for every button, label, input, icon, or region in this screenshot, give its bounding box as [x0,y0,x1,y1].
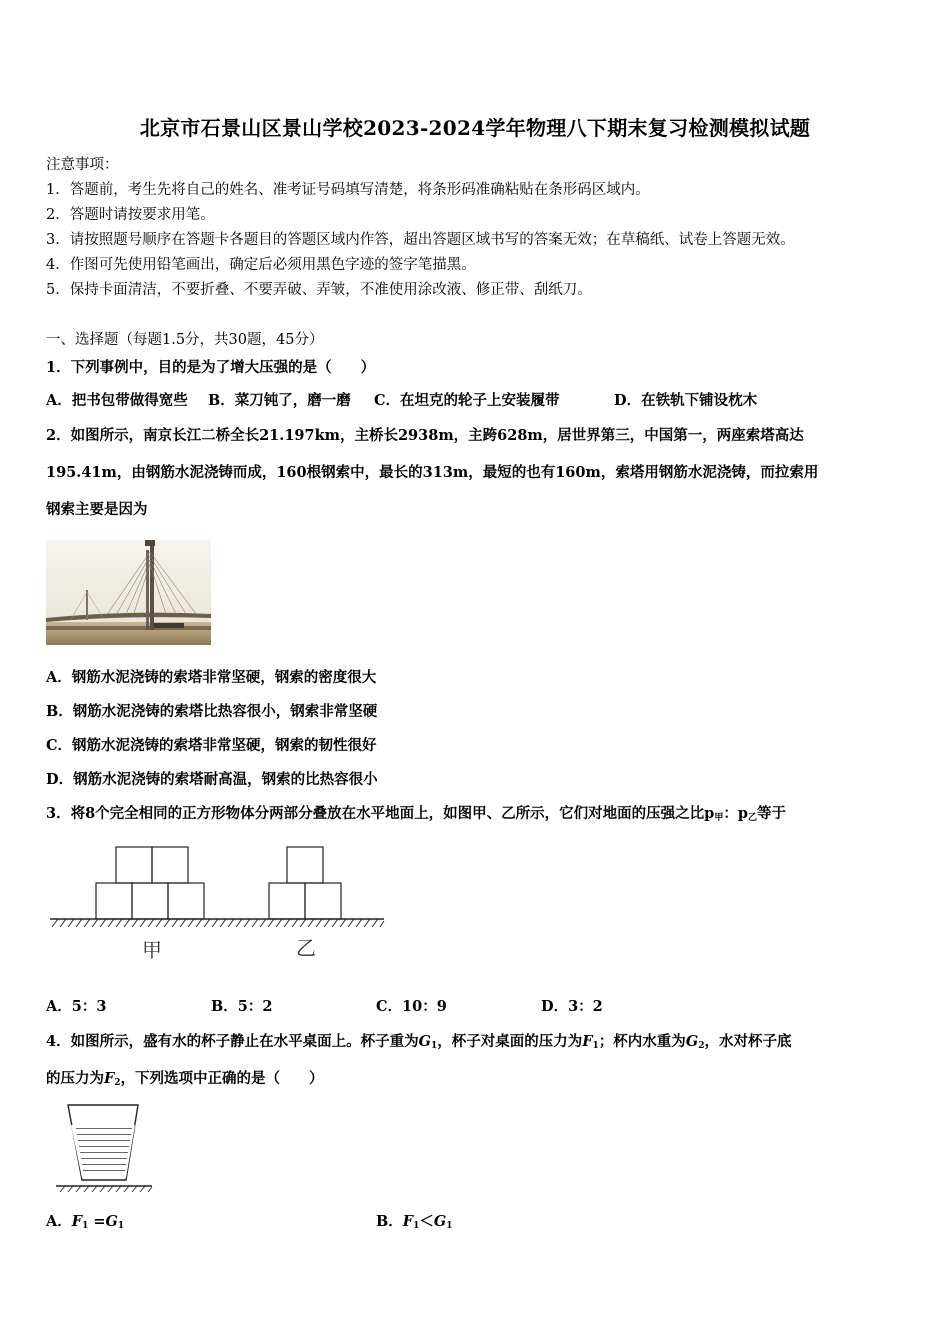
q1-option-c: C．在坦克的轮子上安装履带 [374,392,560,409]
q3-option-d: D．3：2 [541,998,603,1015]
q2-stem-line: 2．如图所示，南京长江二桥全长21.197km，主桥长2938m，主跨628m，居世界第三，中国第一，两座索塔高达 [46,427,804,444]
notice-item: 2．答题时请按要求用笔。 [46,207,215,223]
notice-heading: 注意事项： [46,157,119,173]
q1-option-b: B．菜刀钝了，磨一磨 [208,392,351,409]
q3-option-c: C．10：9 [376,998,447,1015]
cup-figure [56,1100,156,1195]
notice-item: 3．请按照题号顺序在答题卡各题目的答题区域内作答，超出答题区域书写的答案无效；在草稿纸、试卷上答题无效。 [46,232,795,248]
notice-item: 4．作图可先使用铅笔画出，确定后必须用黑色字迹的签字笔描黑。 [46,257,476,273]
q4-option-a: A．$F_1 =G_1$ [46,1213,125,1231]
q3-option-a: A．5：3 [46,998,107,1015]
label-jia: 甲 [142,938,162,962]
q1-option-a: A．把书包带做得宽些 [46,392,188,409]
q4-stem-line2: 的压力为$F_2$，下列选项中正确的是（ ） [46,1070,324,1088]
bridge-photo [46,540,211,645]
section-heading: 一、选择题（每题1.5分，共30题，45分） [46,332,324,348]
q2-stem-line: 195.41m，由钢筋水泥浇铸而成，160根钢索中，最长的313m，最短的也有160m，索塔用钢筋水泥浇铸，而拉索用 [46,464,819,481]
page-title: 北京市石景山区景山学校2023-2024学年物理八下期末复习检测模拟试题 [139,116,811,140]
q4-option-b: B．$F_1<G_1$ [376,1213,453,1231]
q2-option-b: B．钢筋水泥浇铸的索塔比热容很小，钢索非常坚硬 [46,703,378,720]
q2-option-a: A．钢筋水泥浇铸的索塔非常坚硬，钢索的密度很大 [46,669,377,686]
notice-item: 1．答题前，考生先将自己的姓名、准考证号码填写清楚，将条形码准确粘贴在条形码区域内。 [46,182,650,198]
q2-option-d: D．钢筋水泥浇铸的索塔耐高温，钢索的比热容很小 [46,771,378,788]
q3-blocks-figure [46,845,391,970]
q2-option-c: C．钢筋水泥浇铸的索塔非常坚硬，钢索的韧性很好 [46,737,377,754]
label-yi: 乙 [296,936,316,960]
q3-option-b: B．5：2 [211,998,273,1015]
q4-stem-line1: 4．如图所示，盛有水的杯子静止在水平桌面上。杯子重为$G_1$，杯子对桌面的压力为$F_1$；杯内水重为$G_2$，水对杯子底 [46,1033,792,1051]
q2-stem-line: 钢索主要是因为 [46,501,148,518]
q3-stem: 3．将8个完全相同的正方形物体分两部分叠放在水平地面上，如图甲、乙所示，它们对地面的压强之比$p_甲$：$p_乙$等于 [46,805,786,823]
notice-item: 5．保持卡面清洁，不要折叠、不要弄破、弄皱，不准使用涂改液、修正带、刮纸刀。 [46,282,592,298]
q1-stem: 1．下列事例中，目的是为了增大压强的是（ ） [46,359,376,376]
q1-option-d: D．在铁轨下铺设枕木 [614,392,758,409]
